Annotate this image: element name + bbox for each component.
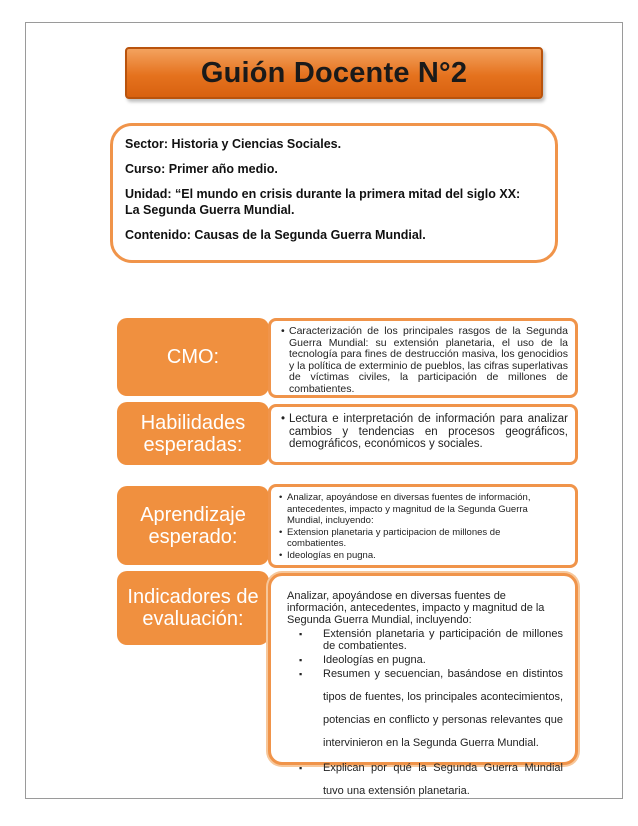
indicadores-label-line1: Indicadores de	[127, 586, 259, 608]
cmo-label	[117, 318, 269, 396]
sector-line: Sector: Historia y Ciencias Sociales.	[125, 137, 342, 151]
indicadores-intro: Analizar, apoyándose en diversas fuentes de información, antecedentes, impacto y magnitud de la Segunda Guerra Mundial, incluyendo:	[287, 590, 545, 626]
title-banner	[125, 47, 543, 99]
aprendizaje-item-3: Ideologías en pugna.	[287, 549, 376, 561]
curso-line: Curso: Primer año medio.	[125, 162, 278, 176]
page-title: Guión Docente N°2	[200, 56, 468, 89]
info-box	[110, 123, 558, 263]
habilidades-label-line1: Habilidades	[140, 411, 246, 434]
indicadores-item-4: ▪ Explican por qué la Segunda Guerra Mundial tuvo una extensión planetaria.	[299, 762, 563, 797]
aprendizaje-item-2: Extension planetaria y participacion de millones de combatientes.	[287, 526, 501, 549]
indicadores-item-2: ▪ Ideologías en pugna.	[299, 654, 426, 666]
cmo-text: Caracterización de los principales rasgos de la Segunda Guerra Mundial: su extensión planetaria, el uso de la tecnología para fines de destrucción masiva, los genocidios y la política de exterminio de pueblos, las cifras superlativas de víctimas civiles, la participación de millones de combatientes.	[289, 325, 568, 395]
unidad-line: Unidad: “El mundo en crisis durante la primera mitad del siglo XX:	[125, 187, 521, 201]
habilidades-label	[117, 402, 269, 465]
habilidades-label-line2: esperadas:	[143, 433, 243, 456]
indicadores-item-3: ▪ Resumen y secuencian, basándose en distintos tipos de fuentes, los principales acontecimientos, potencias en conflicto y personas relevantes que intervinieron en la Segunda Guerra Mundial.	[299, 668, 563, 749]
aprendizaje-label	[117, 486, 269, 565]
cmo-content: • Caracterización de los principales rasgos de la Segunda Guerra Mundial: su extensión planetaria, el uso de la tecnología para fines de destrucción masiva, los genocidios y la política de exterminio de pueblos, las cifras superlativas de víctimas civiles, la participación de millones de combatientes.	[268, 318, 578, 398]
aprendizaje-item-1: Analizar, apoyándose en diversas fuentes de información, antecedentes, impacto y magnitud de la Segunda Guerra Mundial, incluyendo:	[287, 492, 531, 526]
cmo-label-text: CMO:	[166, 346, 220, 368]
unidad-line-2: La Segunda Guerra Mundial.	[125, 203, 295, 217]
indicadores-label-line2: evaluación:	[142, 608, 244, 630]
aprendizaje-label-line1: Aprendizaje	[140, 503, 246, 526]
indicadores-item-1: ▪ Extensión planetaria y participación de millones de combatientes.	[299, 628, 563, 652]
contenido-line: Contenido: Causas de la Segunda Guerra Mundial.	[125, 228, 426, 242]
indicadores-label	[117, 571, 269, 645]
aprendizaje-content: • Analizar, apoyándose en diversas fuentes de información, antecedentes, impacto y magnitud de la Segunda Guerra Mundial, incluyendo: • Extension planetaria y participacion de millones de combatientes. • Ideologías en pugna.	[268, 484, 578, 568]
habilidades-text: Lectura e interpretación de información para analizar cambios y tendencias en procesos geográficos, demográficos, económicos y sociales.	[289, 413, 568, 450]
indicadores-content	[268, 573, 578, 797]
habilidades-content: • Lectura e interpretación de información para analizar cambios y tendencias en procesos geográficos, demográficos, económicos y sociales.	[268, 404, 578, 465]
aprendizaje-label-line2: esperado:	[148, 525, 238, 548]
